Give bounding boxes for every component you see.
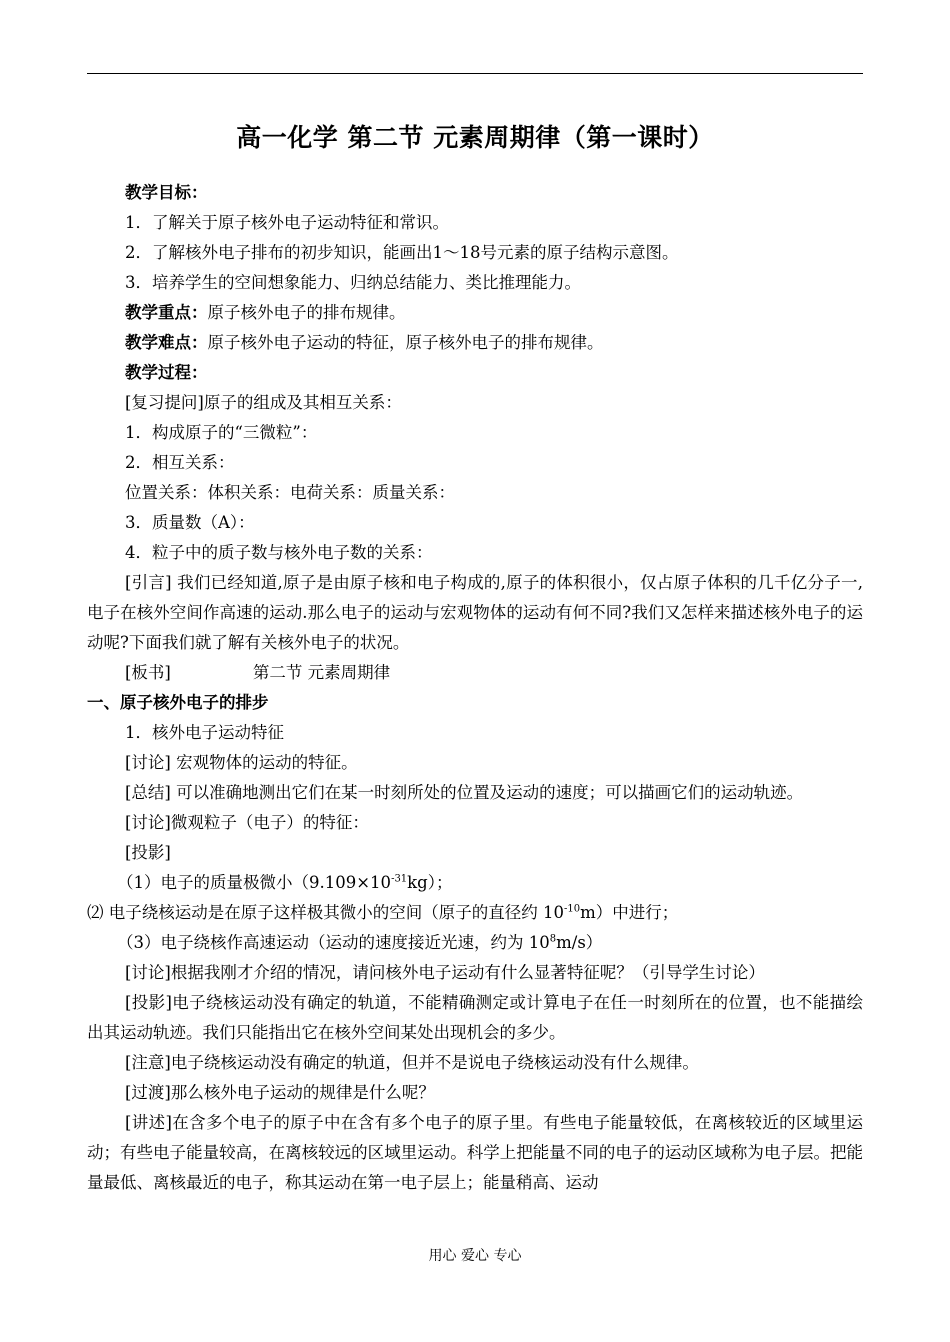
intro-paragraph: [引言] 我们已经知道,原子是由原子核和电子构成的,原子的体积很小，仅占原子体积的几千亿分子一,电子在核外空间作高速的运动.那么电子的运动与宏观物体的运动有何不同?我们又怎样来描述核外电子的运动呢?下面我们就了解有关核外电子的状况。 [87, 573, 863, 652]
process-heading: 教学过程： [125, 363, 208, 382]
review-line: 3．质量数（A）： [125, 513, 255, 532]
goal-item: 2．了解核外电子排布的初步知识，能画出1～18号元素的原子结构示意图。 [125, 243, 679, 262]
page-title: 高一化学 第二节 元素周期律（第一课时） [236, 123, 714, 152]
document-body [87, 178, 863, 1198]
review-line: [复习提问]原子的组成及其相互关系： [125, 393, 402, 412]
discussion-line: [讨论] 宏观物体的运动的特征。 [125, 753, 358, 772]
note-line: [注意]电子绕核运动没有确定的轨道，但并不是说电子绕核运动没有什么规律。 [125, 1053, 699, 1072]
page-footer: 用心 爱心 专心 [428, 1248, 522, 1264]
transition-line: [过渡]那么核外电子运动的规律是什么呢？ [125, 1083, 435, 1102]
feature-item: （3）电子绕核作高速运动（运动的速度接近光速，约为 $10^8m/s$） [117, 933, 603, 952]
projection-label: [投影] [125, 843, 171, 862]
board-line [87, 658, 863, 688]
lecture-paragraph: [讲述]在含多个电子的原子中在含有多个电子的原子里。有些电子能量较低，在离核较近的区域里运动；有些电子能量较高，在离核较远的区域里运动。科学上把能量不同的电子的运动区域称为电子层。把能量最低、离核最近的电子，称其运动在第一电子层上；能量稍高、运动 [87, 1113, 863, 1192]
difficulty-point [87, 328, 863, 358]
key-text: 原子核外电子的排布规律。 [207, 303, 406, 322]
review-line: 4．粒子中的质子数与核外电子数的关系： [125, 543, 433, 562]
subsection-heading: 1．核外电子运动特征 [125, 723, 284, 742]
review-line: 2．相互关系： [125, 453, 235, 472]
projection-paragraph: [投影]电子绕核运动没有确定的轨道，不能精确测定或计算电子在任一时刻所在的位置，也不能描绘出其运动轨迹。我们只能指出它在核外空间某处出现机会的多少。 [87, 993, 863, 1042]
summary-paragraph: [总结] 可以准确地测出它们在某一时刻所处的位置及运动的速度；可以描画它们的运动轨迹。 [125, 783, 804, 802]
review-line: 1．构成原子的“三微粒”： [125, 423, 318, 442]
key-label: 教学重点： [125, 303, 208, 322]
feature-item: （1）电子的质量极微小$(9.109\times 10^{-31}kg)$； [117, 873, 453, 892]
difficulty-label: 教学难点： [125, 333, 208, 352]
board-label: [板书] [125, 663, 171, 682]
review-line: 位置关系：体积关系：电荷关系：质量关系： [125, 483, 455, 502]
discussion-line: [讨论]根据我刚才介绍的情况，请问核外电子运动有什么显著特征呢？（引导学生讨论） [125, 963, 765, 982]
goal-item: 3．培养学生的空间想象能力、归纳总结能力、类比推理能力。 [125, 273, 581, 292]
section-heading: 一、原子核外电子的排步 [87, 693, 269, 712]
goals-heading: 教学目标： [125, 183, 208, 202]
discussion-line: [讨论]微观粒子（电子）的特征： [125, 813, 369, 832]
board-text: 第二节 元素周期律 [252, 663, 391, 682]
difficulty-text: 原子核外电子运动的特征，原子核外电子的排布规律。 [207, 333, 604, 352]
feature-item: ⑵ 电子绕核运动是在原子这样极其微小的空间（原子的直径约 $10^{-10}m$）中进行； [87, 903, 679, 922]
header-rule [87, 73, 863, 74]
key-point [87, 298, 863, 328]
goal-item: 1．了解关于原子核外电子运动特征和常识。 [125, 213, 449, 232]
